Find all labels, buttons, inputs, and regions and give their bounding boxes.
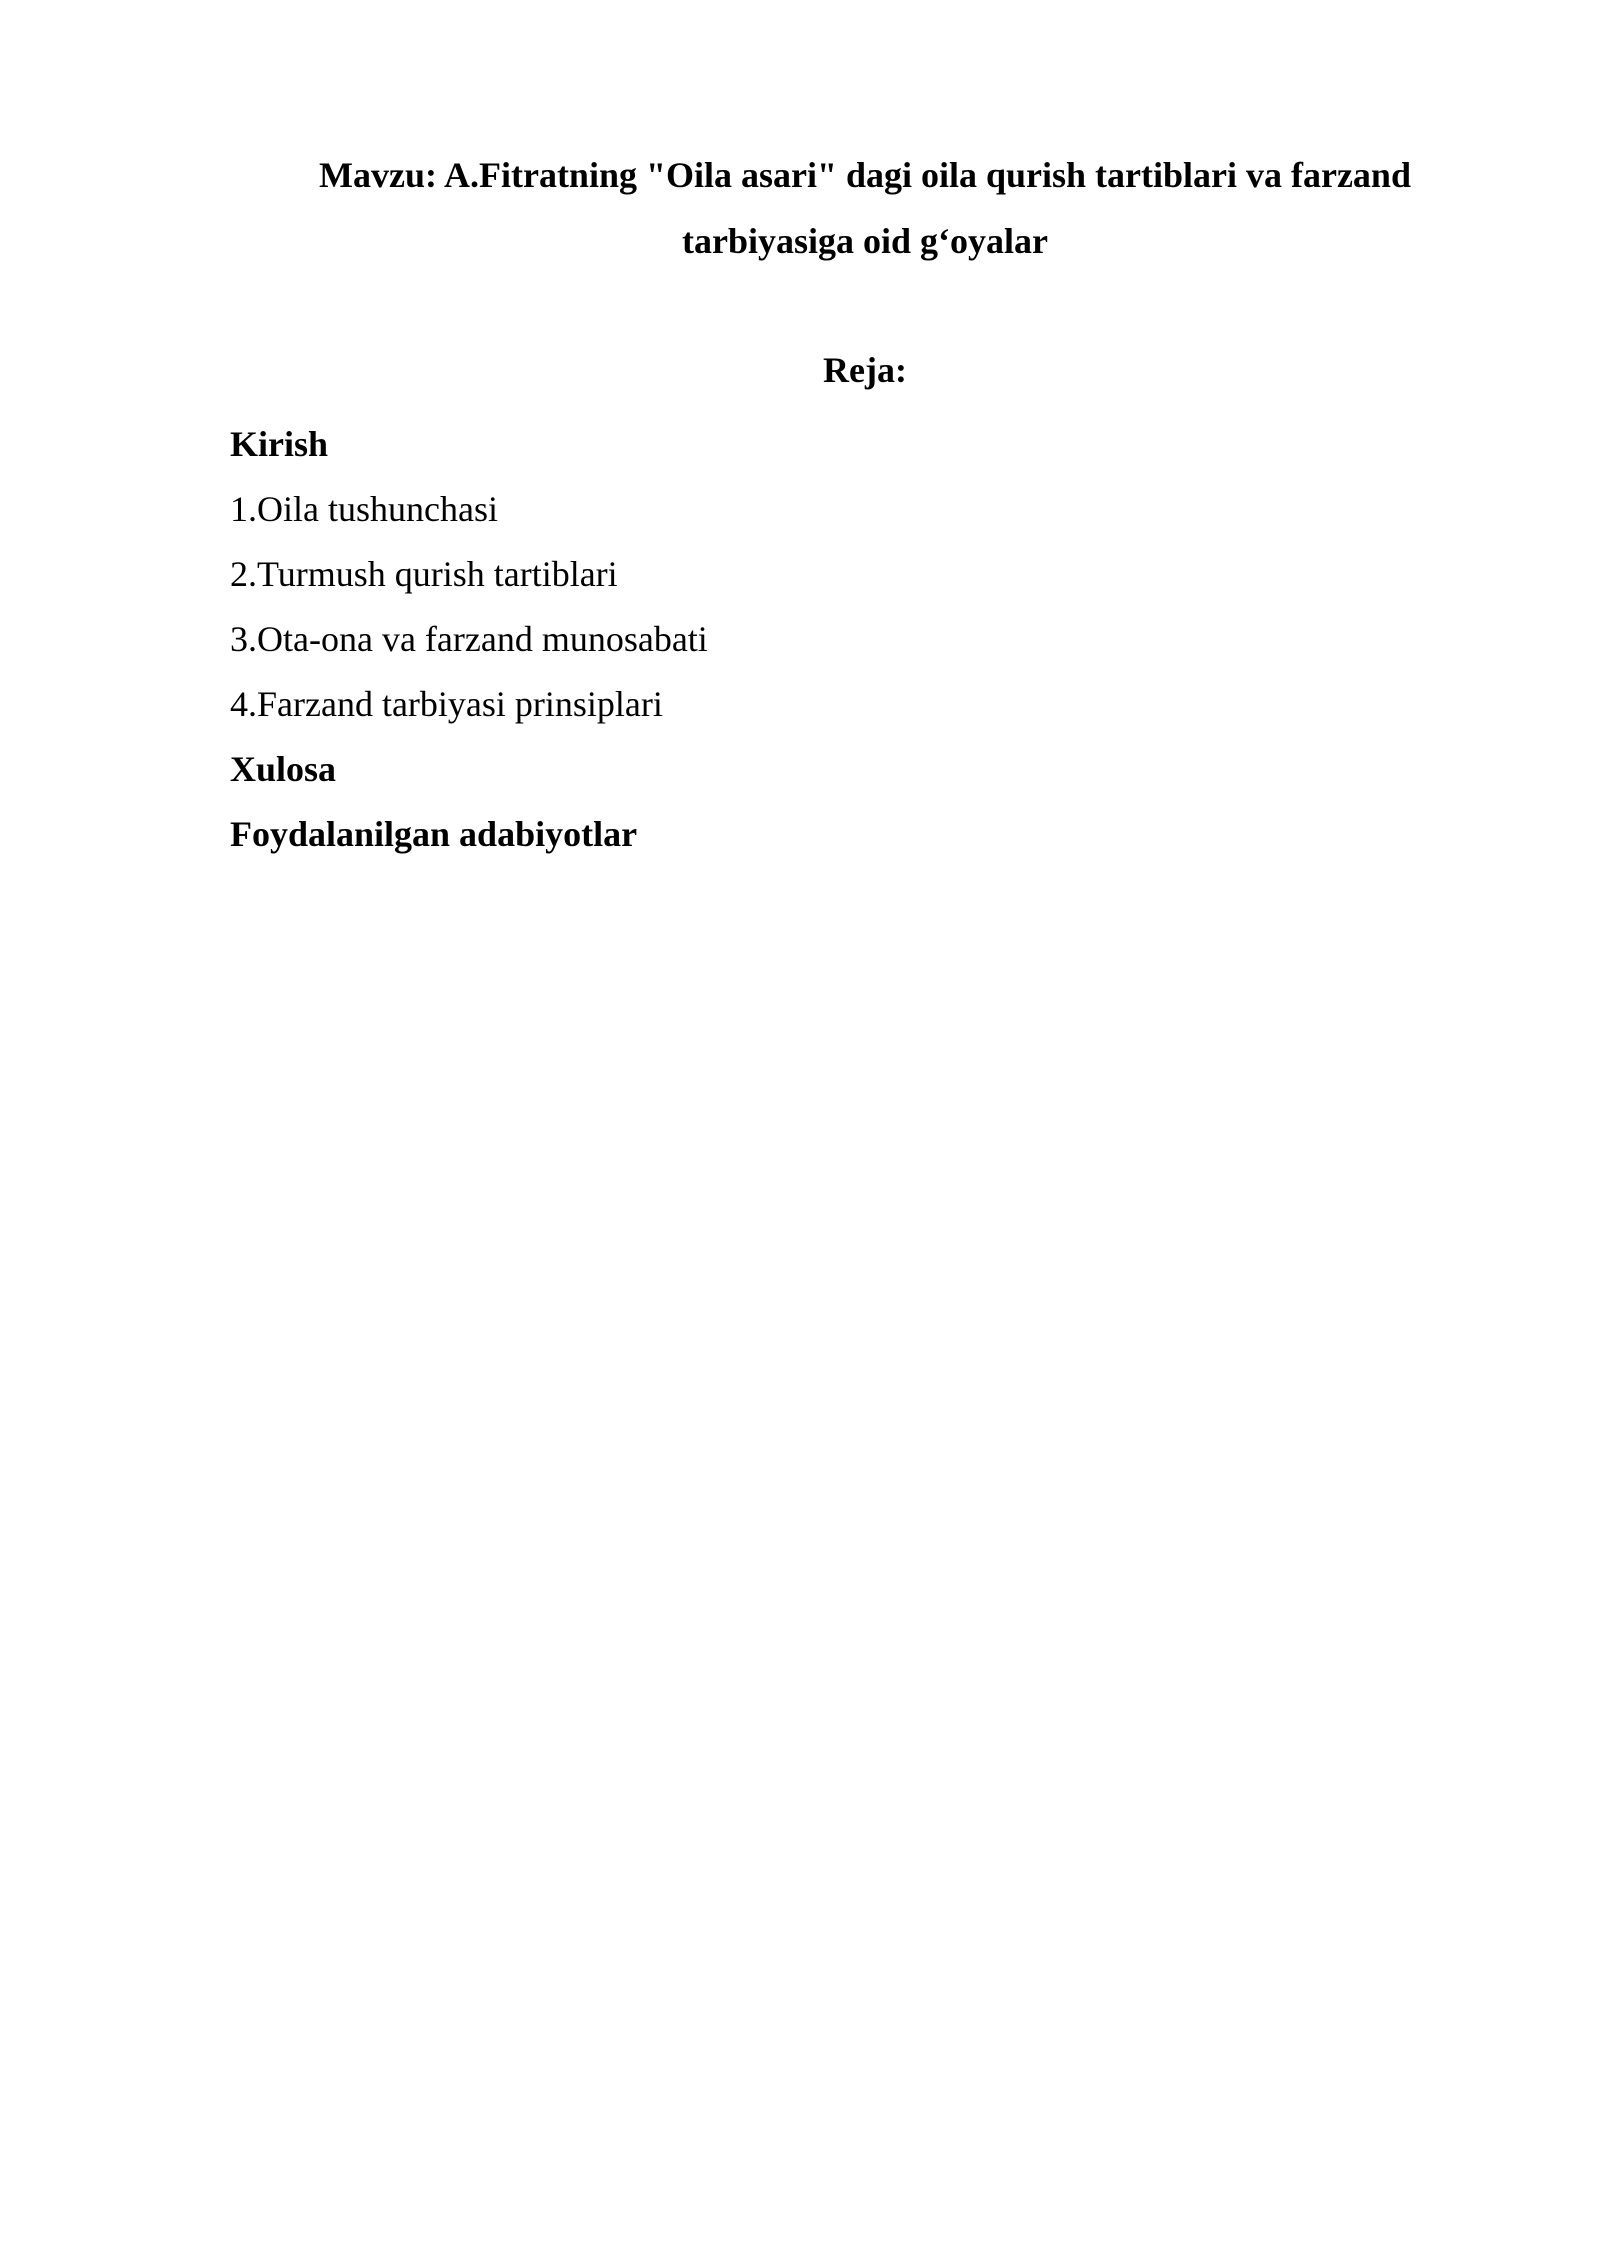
- plan-item-1: 1.Oila tushunchasi: [230, 489, 498, 529]
- title-line-2: tarbiyasiga oid g‘oyalar: [682, 221, 1048, 261]
- document-title: [230, 142, 1500, 274]
- title-line-1: Mavzu: A.Fitratning "Oila asari" dagi oila qurish tartiblari va farzand: [319, 155, 1411, 195]
- plan-item-3: 3.Ota-ona va farzand munosabati: [230, 619, 708, 659]
- plan-item-references: Foydalanilgan adabiyotlar: [230, 814, 638, 854]
- plan-item-conclusion: Xulosa: [230, 749, 337, 789]
- plan-item-intro: Kirish: [230, 424, 329, 464]
- plan-item-4: 4.Farzand tarbiyasi prinsiplari: [230, 684, 663, 724]
- plan-heading: Reja:: [823, 350, 907, 390]
- plan-item-2: 2.Turmush qurish tartiblari: [230, 554, 618, 594]
- plan-list: [230, 412, 708, 867]
